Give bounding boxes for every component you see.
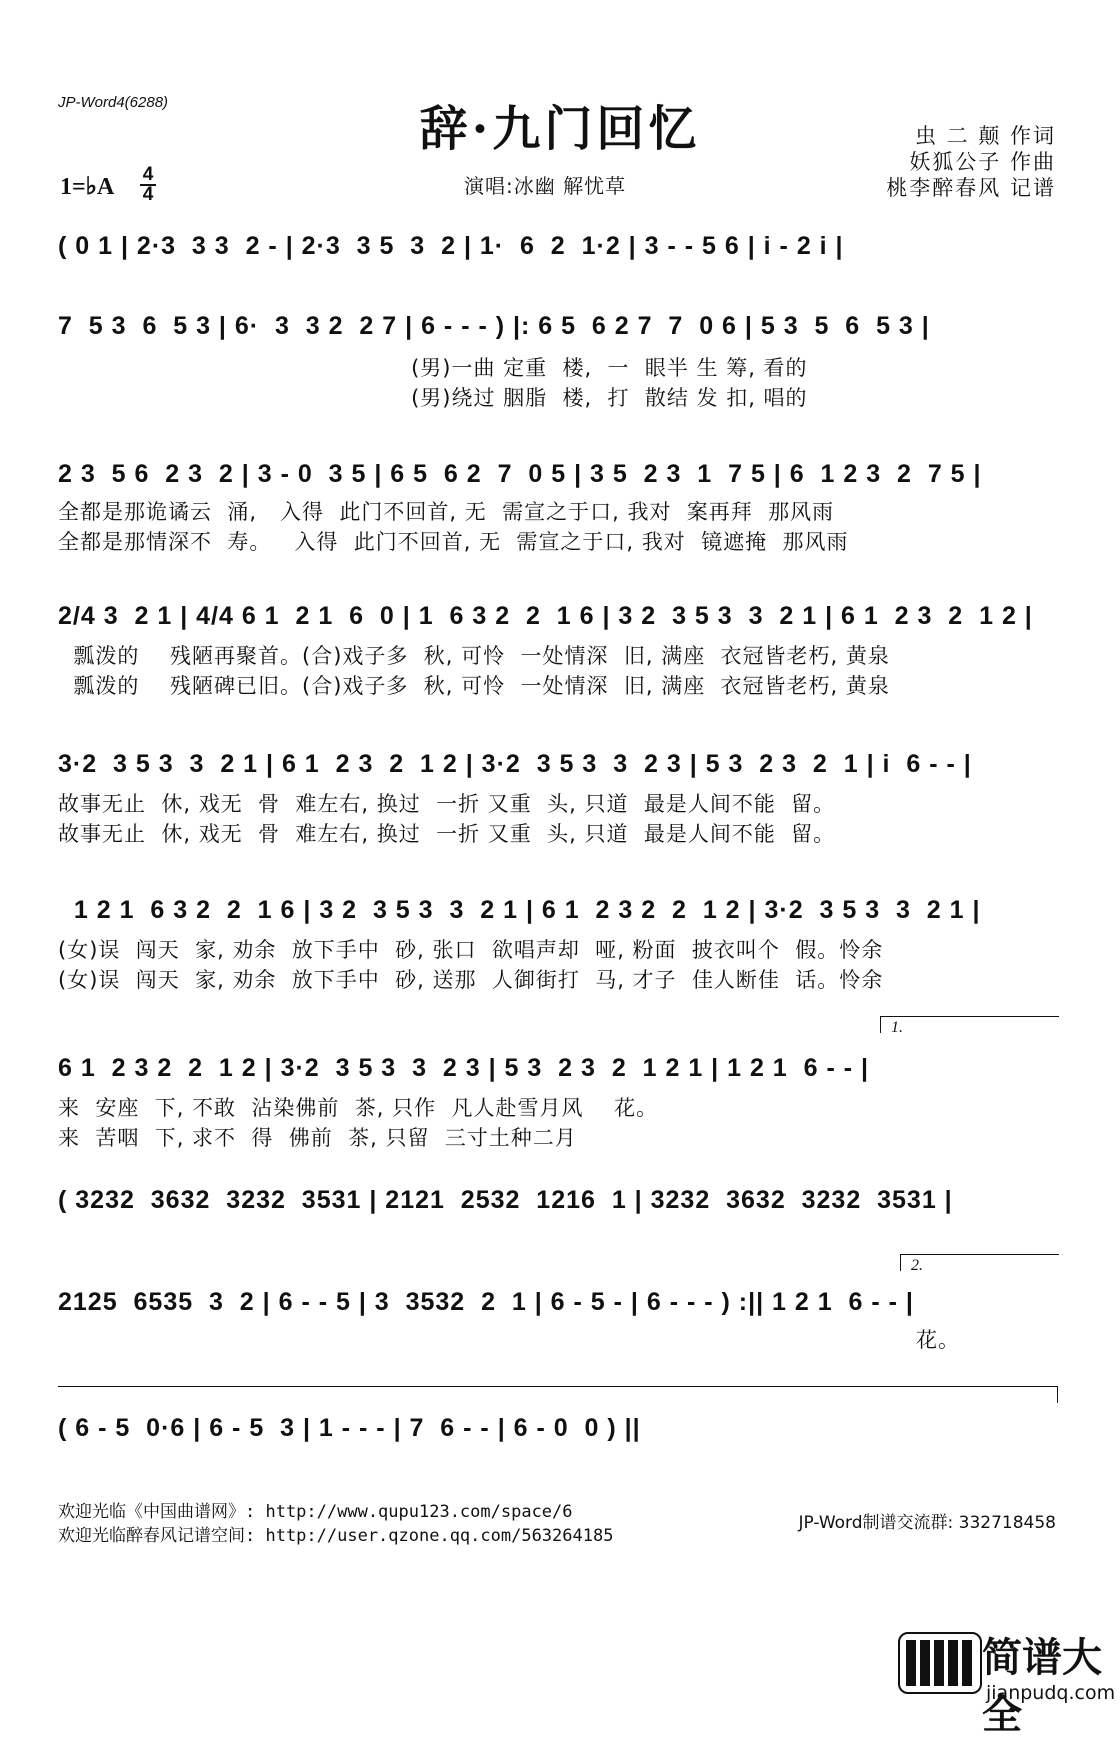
- coda-line: [58, 1386, 1058, 1403]
- lyric-row-2-verse-1: (男)一曲 定重 楼, 一 眼半 生 筹, 看的: [58, 356, 808, 380]
- time-signature-bottom: 4: [142, 184, 154, 205]
- lyric-row-5-verse-2: 故事无止 休, 戏无 骨 难左右, 换过 一折 又重 头, 只道 最是人间不能 留。: [58, 822, 836, 846]
- volta-1-label: 1.: [891, 1019, 903, 1036]
- score-row-6: 1 2 1 6 3 2 2 1 6 | 3 2 3 5 3 3 2 1 | 6 1 2 3 2 2 1 2 | 3·2 3 5 3 3 2 1 |: [58, 896, 981, 924]
- score-row-8-interlude: ( 3232 3632 3232 3531 | 2121 2532 1216 1 | 3232 3632 3232 3531 |: [58, 1186, 953, 1214]
- lyric-row-6-verse-2: (女)误 闯天 家, 劝余 放下手中 砂, 送那 人御街打 马, 才子 佳人断佳 话。怜余: [58, 968, 884, 992]
- key-signature: 1=♭A: [60, 174, 115, 200]
- score-row-5: 3·2 3 5 3 3 2 1 | 6 1 2 3 2 1 2 | 3·2 3 5 3 3 2 3 | 5 3 2 3 2 1 | i 6 - - |: [58, 750, 972, 778]
- footer-link-qupu[interactable]: 欢迎光临《中国曲谱网》: http://www.qupu123.com/space/6: [58, 1502, 573, 1522]
- volta-2-label: 2.: [911, 1257, 923, 1274]
- volta-bracket-2: [900, 1254, 1059, 1274]
- score-row-4: 2/4 3 2 1 | 4/4 6 1 2 1 6 0 | 1 6 3 2 2 1 6 | 3 2 3 5 3 3 2 1 | 6 1 2 3 2 1 2 |: [58, 602, 1033, 630]
- composer-credit: 妖狐公子 作曲: [909, 150, 1056, 174]
- footer-link-qzone[interactable]: 欢迎光临醉春风记谱空间: http://user.qzone.qq.com/563264185: [58, 1526, 614, 1546]
- lyric-row-7-verse-1: 来 安座 下, 不敢 沾染佛前 茶, 只作 凡人赴雪月风 花。: [58, 1096, 659, 1120]
- software-label: JP-Word4(6288): [58, 94, 169, 111]
- time-signature-top: 4: [140, 166, 156, 186]
- lyric-row-7-verse-2: 来 苦咽 下, 求不 得 佛前 茶, 只留 三寸土种二月: [58, 1126, 577, 1150]
- lyric-row-4-verse-1: 瓢泼的 残陋再聚首。(合)戏子多 秋, 可怜 一处情深 旧, 满座 衣冠皆老朽, 黄泉: [58, 644, 890, 668]
- singer-credit: 演唱:冰幽 解忧草: [464, 174, 627, 198]
- score-row-10-outro: ( 6 - 5 0·6 | 6 - 5 3 | 1 - - - | 7 6 - - | 6 - 0 0 ) ||: [58, 1414, 641, 1442]
- watermark-url[interactable]: jianpudq.com: [986, 1682, 1116, 1704]
- score-row-7: 6 1 2 3 2 2 1 2 | 3·2 3 5 3 3 2 3 | 5 3 2 3 2 1 2 1 | 1 2 1 6 - - |: [58, 1054, 869, 1082]
- score-row-2: 7 5 3 6 5 3 | 6· 3 3 2 2 7 | 6 - - - ) |: 6 5 6 2 7 7 0 6 | 5 3 5 6 5 3 |: [58, 312, 930, 340]
- lyric-row-5-verse-1: 故事无止 休, 戏无 骨 难左右, 换过 一折 又重 头, 只道 最是人间不能 留。: [58, 792, 836, 816]
- lyric-row-2-verse-2: (男)绕过 胭脂 楼, 打 散结 发 扣, 唱的: [58, 386, 808, 410]
- watermark-title: 简谱大全: [982, 1635, 1102, 1738]
- lyric-row-6-verse-1: (女)误 闯天 家, 劝余 放下手中 砂, 张口 欲唱声却 哑, 粉面 披衣叫个 假。怜余: [58, 938, 884, 962]
- song-title: 辞·九门回忆: [419, 101, 701, 157]
- lyric-row-9: 花。: [916, 1328, 960, 1352]
- lyricist-credit: 虫 二 颠 作词: [914, 124, 1056, 148]
- piano-logo-icon: [898, 1632, 982, 1694]
- time-signature: [140, 166, 156, 204]
- lyric-row-3-verse-1: 全都是那诡谲云 涌, 入得 此门不回首, 无 需宣之于口, 我对 案再拜 那风雨: [58, 500, 835, 524]
- score-row-3: 2 3 5 6 2 3 2 | 3 - 0 3 5 | 6 5 6 2 7 0 5 | 3 5 2 3 1 7 5 | 6 1 2 3 2 7 5 |: [58, 460, 982, 488]
- score-row-1: ( 0 1 | 2·3 3 3 2 - | 2·3 3 5 3 2 | 1· 6 2 1·2 | 3 - - 5 6 | i - 2 i |: [58, 232, 844, 260]
- score-row-9: 2125 6535 3 2 | 6 - - 5 | 3 3532 2 1 | 6 - 5 - | 6 - - - ) :|| 1 2 1 6 - - |: [58, 1288, 914, 1316]
- volta-bracket-1: [880, 1016, 1059, 1036]
- transcriber-credit: 桃李醉春风 记谱: [886, 176, 1056, 200]
- lyric-row-4-verse-2: 瓢泼的 残陋碑已旧。(合)戏子多 秋, 可怜 一处情深 旧, 满座 衣冠皆老朽, 黄泉: [58, 674, 890, 698]
- lyric-row-3-verse-2: 全都是那情深不 寿。 入得 此门不回首, 无 需宣之于口, 我对 镜遮掩 那风雨: [58, 530, 849, 554]
- qq-group-info: JP-Word制谱交流群: 332718458: [798, 1513, 1056, 1533]
